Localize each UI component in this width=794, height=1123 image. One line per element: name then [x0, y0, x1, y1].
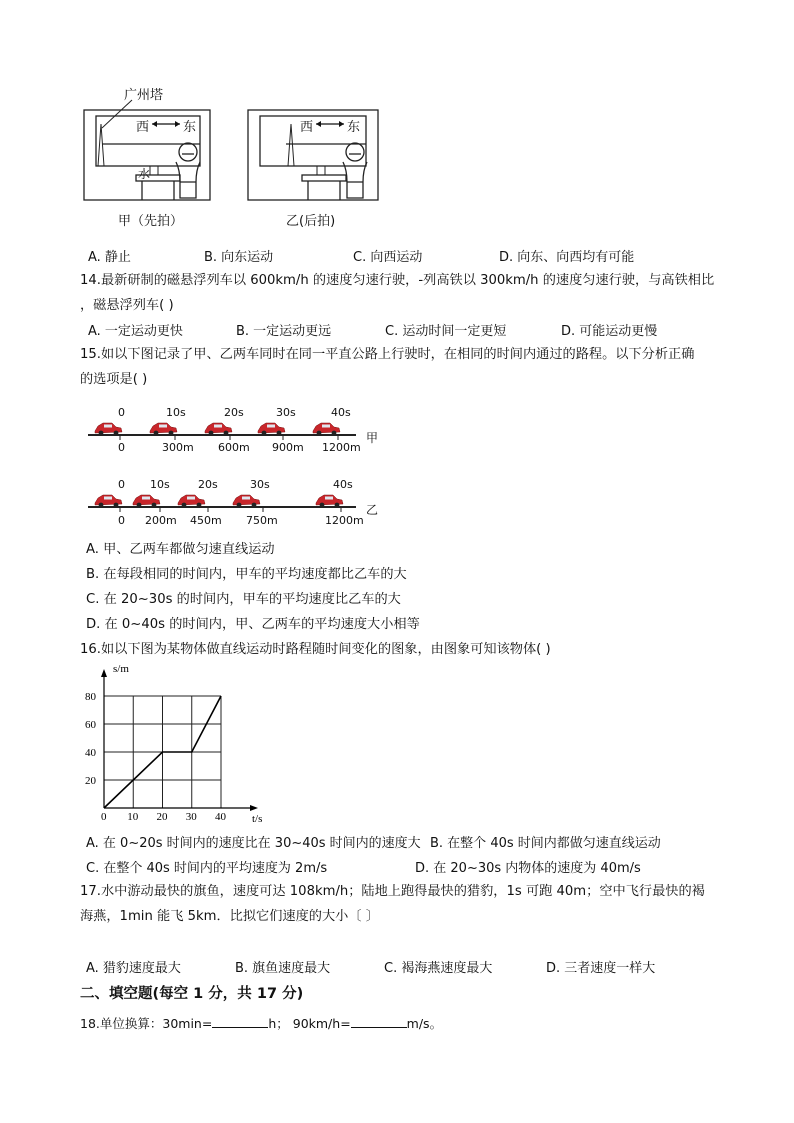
q15-option-c[interactable]: C. 在 20~30s 的时间内，甲车的平均速度比乙车的大 — [86, 592, 401, 607]
east-label-a: 东 — [183, 120, 197, 135]
tower-label: 广州塔 — [124, 88, 164, 103]
q16-option-a[interactable]: A. 在 0~20s 时间内的速度比在 30~40s 时间内的速度大 — [86, 836, 421, 851]
q16-option-b[interactable]: B. 在整个 40s 时间内都做匀速直线运动 — [430, 836, 661, 851]
car-a-2 — [205, 423, 232, 435]
car-a-dist-0: 0 — [118, 441, 125, 454]
q14-option-b[interactable]: B. 一定运动更远 — [236, 324, 332, 339]
car-b-time-20: 20s — [198, 478, 218, 491]
east-label-b: 东 — [347, 120, 361, 135]
caption-b: 乙(后拍) — [286, 214, 336, 229]
car-row-a — [95, 423, 340, 435]
y-tick-label-3: 80 — [85, 691, 96, 703]
direction-arrow-b — [316, 121, 344, 127]
car-a-time-0: 0 — [118, 406, 125, 419]
q16-stem: 16.如以下图为某物体做直线运动时路程随时间变化的图象，由图象可知该物体( ) — [80, 642, 551, 657]
car-b-dist-750: 750m — [246, 514, 278, 527]
y-axis-label: s/m — [113, 663, 129, 675]
car-a-time-10: 10s — [166, 406, 186, 419]
car-b-time-0: 0 — [118, 478, 125, 491]
cup-label: 水 — [138, 167, 151, 181]
q15-option-b[interactable]: B. 在每段相同的时间内，甲车的平均速度都比乙车的大 — [86, 567, 407, 582]
y-tick-label-2: 60 — [85, 719, 96, 731]
car-a-0 — [95, 423, 122, 435]
car-b-name: 乙 — [366, 503, 379, 517]
q14-option-d[interactable]: D. 可能运动更慢 — [561, 324, 658, 339]
car-row-b — [95, 495, 343, 507]
q18-unit-1: h； 90km/h= — [268, 1016, 351, 1031]
q14-option-c[interactable]: C. 运动时间一定更短 — [385, 324, 507, 339]
y-axis-arrow — [101, 669, 107, 677]
q13-option-c[interactable]: C. 向西运动 — [353, 250, 423, 265]
q18-line — [80, 1014, 442, 1034]
q18-prefix: 18.单位换算：30min= — [80, 1016, 213, 1031]
car-a-time-30: 30s — [276, 406, 296, 419]
y-tick-label-1: 40 — [85, 747, 96, 759]
car-b-0 — [95, 495, 122, 507]
direction-arrow-a — [152, 121, 180, 127]
car-b-dist-1200: 1200m — [325, 514, 364, 527]
q14-stem-line2: ，磁悬浮列车( ) — [80, 298, 174, 313]
west-label-a: 西 — [136, 120, 150, 135]
car-b-time-10: 10s — [150, 478, 170, 491]
car-a-time-40: 40s — [331, 406, 351, 419]
q17-option-b[interactable]: B. 旗鱼速度最大 — [235, 961, 331, 976]
car-a-3 — [258, 423, 285, 435]
distance-time-chart — [84, 660, 284, 832]
q17-option-a[interactable]: A. 猎豹速度最大 — [86, 961, 181, 976]
car-a-4 — [313, 423, 340, 435]
q15-option-a[interactable]: A. 甲、乙两车都做匀速直线运动 — [86, 542, 275, 557]
q16-option-c[interactable]: C. 在整个 40s 时间内的平均速度为 2m/s — [86, 861, 328, 876]
q13-option-d[interactable]: D. 向东、向西均有可能 — [499, 250, 635, 265]
q18-unit-2: m/s。 — [406, 1016, 443, 1031]
caption-a: 甲（先拍） — [118, 214, 184, 229]
car-b-dist-200: 200m — [145, 514, 177, 527]
q13-option-a[interactable]: A. 静止 — [88, 250, 131, 265]
car-b-dist-450: 450m — [190, 514, 222, 527]
car-a-time-20: 20s — [224, 406, 244, 419]
q18-blank-2[interactable] — [351, 1014, 407, 1028]
q17-option-c[interactable]: C. 褐海燕速度最大 — [384, 961, 493, 976]
x-tick-label-2: 20 — [156, 811, 168, 823]
car-a-dist-900: 900m — [272, 441, 304, 454]
q17-stem-line1: 17.水中游动最快的旗鱼，速度可达 108km/h；陆地上跑得最快的猎豹，1s 可跑 40m；空中飞行最快的褐 — [80, 884, 705, 899]
chart-ticks — [85, 691, 227, 823]
q14-stem-line1: 14.最新研制的磁悬浮列车以 600km/h 的速度匀速行驶，-列高铁以 300km/h 的速度匀速行驶，与高铁相比 — [80, 273, 715, 288]
x-tick-label-0: 0 — [101, 811, 107, 823]
car-b-time-40: 40s — [333, 478, 353, 491]
q17-stem-line2: 海燕，1min 能飞 5km．比拟它们速度的大小〔 〕 — [80, 909, 379, 924]
cars-svg — [88, 420, 368, 515]
car-b-1 — [133, 495, 160, 507]
car-b-3 — [233, 495, 260, 507]
q15-option-d[interactable]: D. 在 0~40s 的时间内，甲、乙两车的平均速度大小相等 — [86, 617, 420, 632]
x-tick-label-4: 40 — [215, 811, 226, 823]
x-axis-label: t/s — [252, 813, 263, 825]
car-b-dist-0: 0 — [118, 514, 125, 527]
car-b-time-30: 30s — [250, 478, 270, 491]
q14-option-a[interactable]: A. 一定运动更快 — [88, 324, 183, 339]
q15-stem-line1: 15.如以下图记录了甲、乙两车同时在同一平直公路上行驶时，在相同的时间内通过的路程。以下分析正确 — [80, 347, 695, 362]
chart-axes — [101, 669, 258, 811]
car-b-4 — [316, 495, 343, 507]
y-tick-label-0: 20 — [85, 775, 96, 787]
q16-option-d[interactable]: D. 在 20~30s 内物体的速度为 40m/s — [415, 861, 641, 876]
car-a-1 — [150, 423, 177, 435]
car-b-2 — [178, 495, 205, 507]
q13-option-b[interactable]: B. 向东运动 — [204, 250, 274, 265]
car-a-dist-300: 300m — [162, 441, 194, 454]
car-a-dist-600: 600m — [218, 441, 250, 454]
q17-option-d[interactable]: D. 三者速度一样大 — [546, 961, 656, 976]
q15-stem-line2: 的选项是( ) — [80, 372, 148, 387]
x-tick-label-3: 30 — [185, 811, 197, 823]
x-tick-label-1: 10 — [127, 811, 139, 823]
car-a-name: 甲 — [366, 431, 379, 445]
q18-blank-1[interactable] — [212, 1014, 268, 1028]
tower-pointer-line — [102, 100, 132, 128]
x-axis-arrow — [250, 805, 258, 811]
car-a-dist-1200: 1200m — [322, 441, 361, 454]
west-label-b: 西 — [300, 120, 314, 135]
section-2-title: 二、填空题(每空 1 分，共 17 分) — [80, 986, 304, 1002]
